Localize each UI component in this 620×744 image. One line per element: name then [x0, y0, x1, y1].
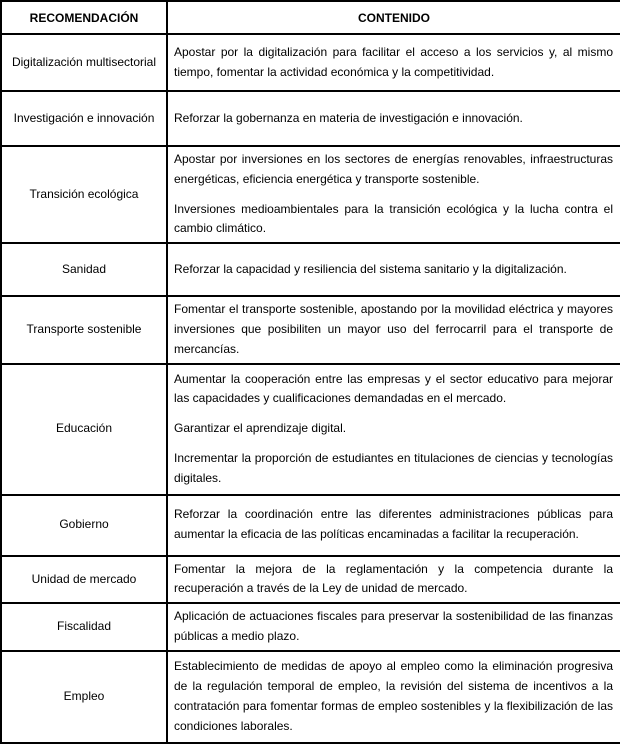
table-row	[1, 91, 620, 146]
content-cell	[167, 495, 620, 556]
table-row	[1, 243, 620, 296]
table-row	[1, 495, 620, 556]
recommendation-cell: Educación	[1, 364, 167, 495]
recommendation-cell: Investigación e innovación	[1, 91, 167, 146]
recommendation-cell: Sanidad	[1, 243, 167, 296]
content-paragraph: Garantizar el aprendizaje digital.	[174, 421, 347, 436]
content-paragraph: Fomentar la mejora de la reglamentación y la competencia durante la recuperación a través de la Ley de unidad de mercado.	[174, 561, 613, 596]
recommendation-cell: Unidad de mercado	[1, 556, 167, 604]
content-cell	[167, 556, 620, 604]
recommendation-cell: Transporte sostenible	[1, 296, 167, 363]
table-row	[1, 364, 620, 495]
recommendation-cell: Gobierno	[1, 495, 167, 556]
table-header	[1, 1, 620, 34]
recommendation-cell: Fiscalidad	[1, 603, 167, 651]
content-cell	[167, 364, 620, 495]
content-cell	[167, 651, 620, 743]
content-cell	[167, 146, 620, 243]
content-paragraph: Apostar por inversiones en los sectores de energías renovables, infraestructuras energéticas, eficiencia energética y transporte sostenible.	[174, 152, 613, 186]
column-header-recomendacion: RECOMENDACIÓN	[1, 1, 167, 34]
content-paragraph: Incrementar la proporción de estudiantes en titulaciones de ciencias y tecnologías digitales.	[174, 450, 613, 485]
content-cell	[167, 34, 620, 91]
table-row	[1, 603, 620, 651]
content-paragraph: Aumentar la cooperación entre las empresas y el sector educativo para mejorar las capacidades y cualificaciones demandadas en el mercado.	[174, 371, 613, 406]
column-header-contenido: CONTENIDO	[167, 1, 620, 34]
recommendation-cell: Transición ecológica	[1, 146, 167, 243]
header-row	[1, 1, 620, 34]
content-paragraph: Reforzar la capacidad y resiliencia del sistema sanitario y la digitalización.	[174, 261, 567, 276]
table-row	[1, 146, 620, 243]
content-paragraph: Aplicación de actuaciones fiscales para preservar la sostenibilidad de las finanzas públicas a medio plazo.	[174, 609, 613, 643]
content-paragraph: Reforzar la gobernanza en materia de investigación e innovación.	[174, 110, 523, 125]
content-cell	[167, 603, 620, 651]
content-paragraph: Establecimiento de medidas de apoyo al empleo como la eliminación progresiva de la regulación temporal de empleo, la revisión del sistema de incentivos a la contratación para fomentar formas de empleo sostenibles y la flexibilización de las condiciones laborales.	[174, 659, 613, 733]
table-row	[1, 34, 620, 91]
recommendation-cell: Empleo	[1, 651, 167, 743]
content-paragraph: Fomentar el transporte sostenible, apostando por la movilidad eléctrica y mayores inversiones que posibiliten un mayor uso del ferrocarril para el transporte de mercancías.	[174, 302, 613, 356]
content-paragraph: Reforzar la coordinación entre las diferentes administraciones públicas para aumentar la eficacia de las políticas encaminadas a facilitar la recuperación.	[174, 507, 613, 542]
content-paragraph: Apostar por la digitalización para facilitar el acceso a los servicios y, al mismo tiempo, fomentar la actividad económica y la competitividad.	[174, 44, 613, 79]
recommendation-cell: Digitalización multisectorial	[1, 34, 167, 91]
content-cell	[167, 91, 620, 146]
content-cell	[167, 296, 620, 363]
table-row	[1, 556, 620, 604]
table-row	[1, 296, 620, 363]
content-paragraph: Inversiones medioambientales para la transición ecológica y la lucha contra el cambio climático.	[174, 201, 613, 236]
table-row	[1, 651, 620, 743]
table-body	[1, 34, 620, 743]
content-cell	[167, 243, 620, 296]
